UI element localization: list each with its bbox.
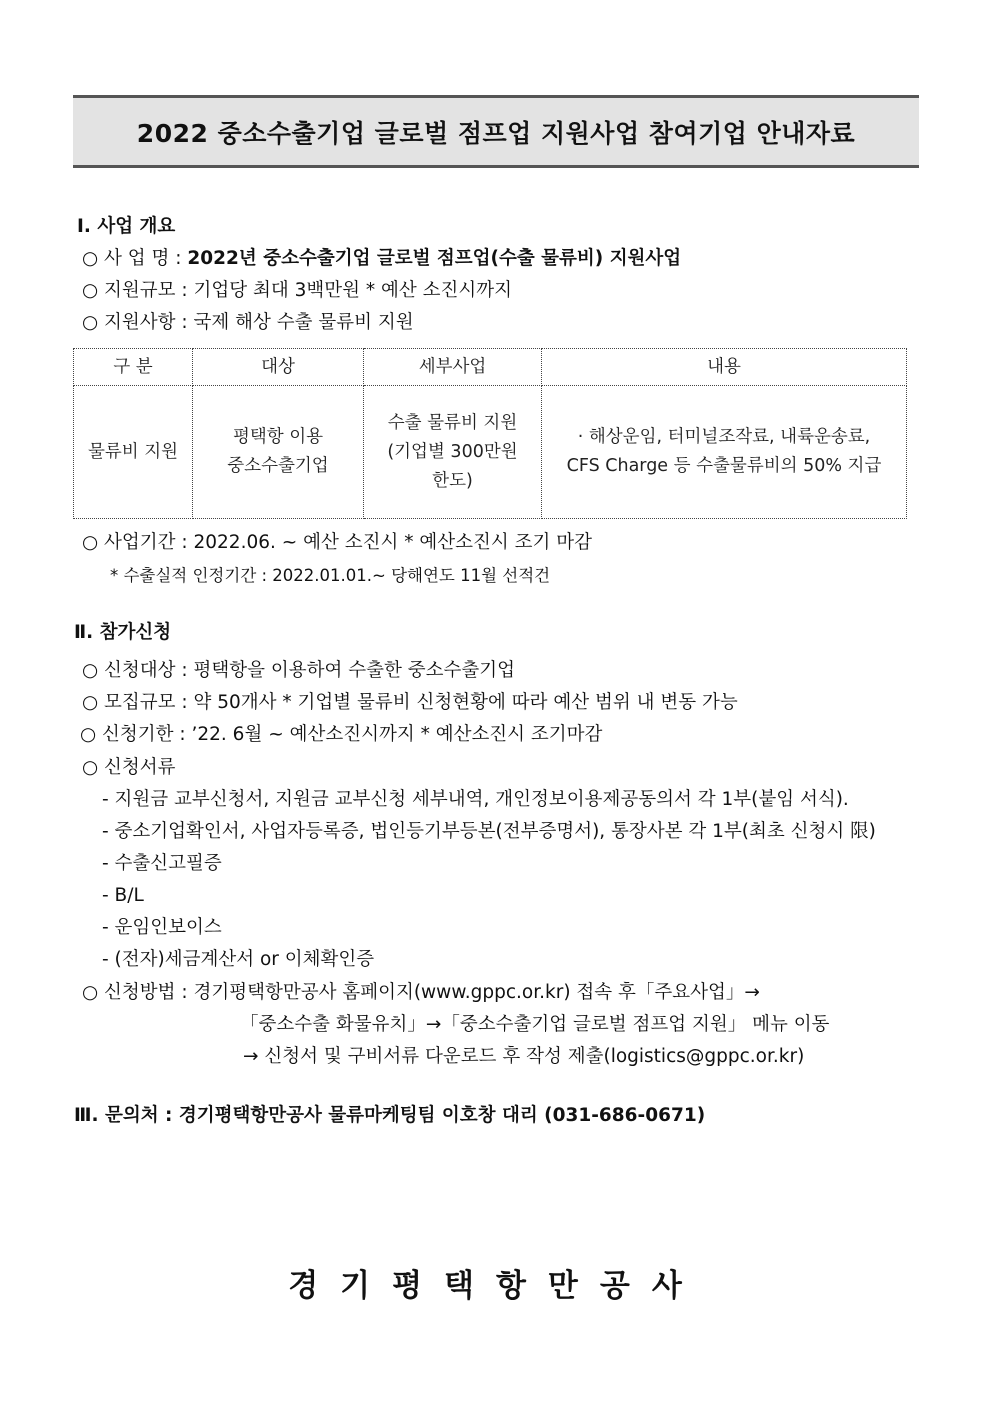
- table-header-target: 대상: [193, 349, 364, 386]
- cell-target: [193, 386, 364, 519]
- cell-category: 물류비 지원: [74, 386, 193, 519]
- document-item: - 지원금 교부신청서, 지원금 교부신청 세부내역, 개인정보이용제공동의서 각 1부(붙임 서식).: [102, 789, 849, 810]
- cell-target-line2: 중소수출기업: [227, 456, 329, 476]
- section3-contact: Ⅲ. 문의처 : 경기평택항만공사 물류마케팅팀 이호창 대리 (031-686-0671): [74, 1105, 706, 1126]
- document-title-box: [73, 95, 919, 168]
- table-header-row: [74, 349, 907, 386]
- business-name-value: 2022년 중소수출기업 글로벌 점프업(수출 물류비) 지원사업: [187, 248, 682, 269]
- section1-heading: Ⅰ. 사업 개요: [77, 216, 176, 237]
- business-period-note: * 수출실적 인정기간 : 2022.01.01.~ 당해연도 11월 선적건: [110, 566, 551, 585]
- cell-content-line1: · 해상운임, 터미널조작료, 내륙운송료,: [577, 427, 871, 447]
- support-table: [73, 348, 907, 519]
- apply-documents-label: ○ 신청서류: [82, 757, 176, 778]
- table-header-content: 내용: [542, 349, 907, 386]
- cell-subproject-line3: 한도): [432, 470, 473, 491]
- apply-method-line3: → 신청서 및 구비서류 다운로드 후 작성 제출(logistics@gppc.or.kr): [243, 1046, 805, 1067]
- cell-subproject: [364, 386, 542, 519]
- apply-deadline: ○ 신청기한 : ’22. 6월 ~ 예산소진시까지 * 예산소진시 조기마감: [80, 724, 603, 745]
- cell-content-line2: CFS Charge 등 수출물류비의 50% 지급: [566, 456, 882, 476]
- cell-subproject-line1: 수출 물류비 지원: [387, 412, 518, 433]
- organization-name: 경기평택항만공사: [288, 1268, 704, 1304]
- table-header-category: 구 분: [74, 349, 193, 386]
- document-item: - (전자)세금계산서 or 이체확인증: [102, 949, 375, 970]
- business-period: ○ 사업기간 : 2022.06. ~ 예산 소진시 * 예산소진시 조기 마감: [82, 532, 592, 553]
- apply-target: ○ 신청대상 : 평택항을 이용하여 수출한 중소수출기업: [82, 660, 515, 681]
- apply-method-line1: ○ 신청방법 : 경기평택항만공사 홈페이지(www.gppc.or.kr) 접속 후「주요사업」→: [82, 982, 760, 1003]
- document-item: - 수출신고필증: [102, 853, 222, 874]
- document-item: - 운임인보이스: [102, 917, 222, 938]
- business-name-line: [82, 246, 681, 272]
- support-item-line: [82, 310, 414, 336]
- cell-content: [542, 386, 907, 519]
- support-item-label: ○ 지원사항 :: [82, 312, 194, 333]
- cell-subproject-line2: (기업별 300만원: [387, 441, 518, 462]
- support-scale-line: [82, 278, 512, 304]
- apply-method-line2: 「중소수출 화물유치」→「중소수출기업 글로벌 점프업 지원」 메뉴 이동: [240, 1014, 830, 1035]
- section2-heading: Ⅱ. 참가신청: [74, 622, 172, 643]
- support-scale-label: ○ 지원규모 :: [82, 280, 194, 301]
- document-item: - 중소기업확인서, 사업자등록증, 법인등기부등본(전부증명서), 통장사본 각 1부(최초 신청시 限): [102, 821, 876, 842]
- business-name-label: ○ 사 업 명 :: [82, 248, 188, 269]
- support-item-value: 국제 해상 수출 물류비 지원: [193, 312, 414, 333]
- document-title: 2022 중소수출기업 글로벌 점프업 지원사업 참여기업 안내자료: [136, 118, 856, 148]
- recruit-scale: ○ 모집규모 : 약 50개사 * 기업별 물류비 신청현황에 따라 예산 범위 내 변동 가능: [82, 692, 738, 713]
- support-scale-value: 기업당 최대 3백만원 * 예산 소진시까지: [193, 280, 513, 301]
- cell-target-line1: 평택항 이용: [232, 427, 324, 447]
- table-row: [74, 386, 907, 519]
- table-header-subproject: 세부사업: [364, 349, 542, 386]
- document-item: - B/L: [102, 885, 144, 906]
